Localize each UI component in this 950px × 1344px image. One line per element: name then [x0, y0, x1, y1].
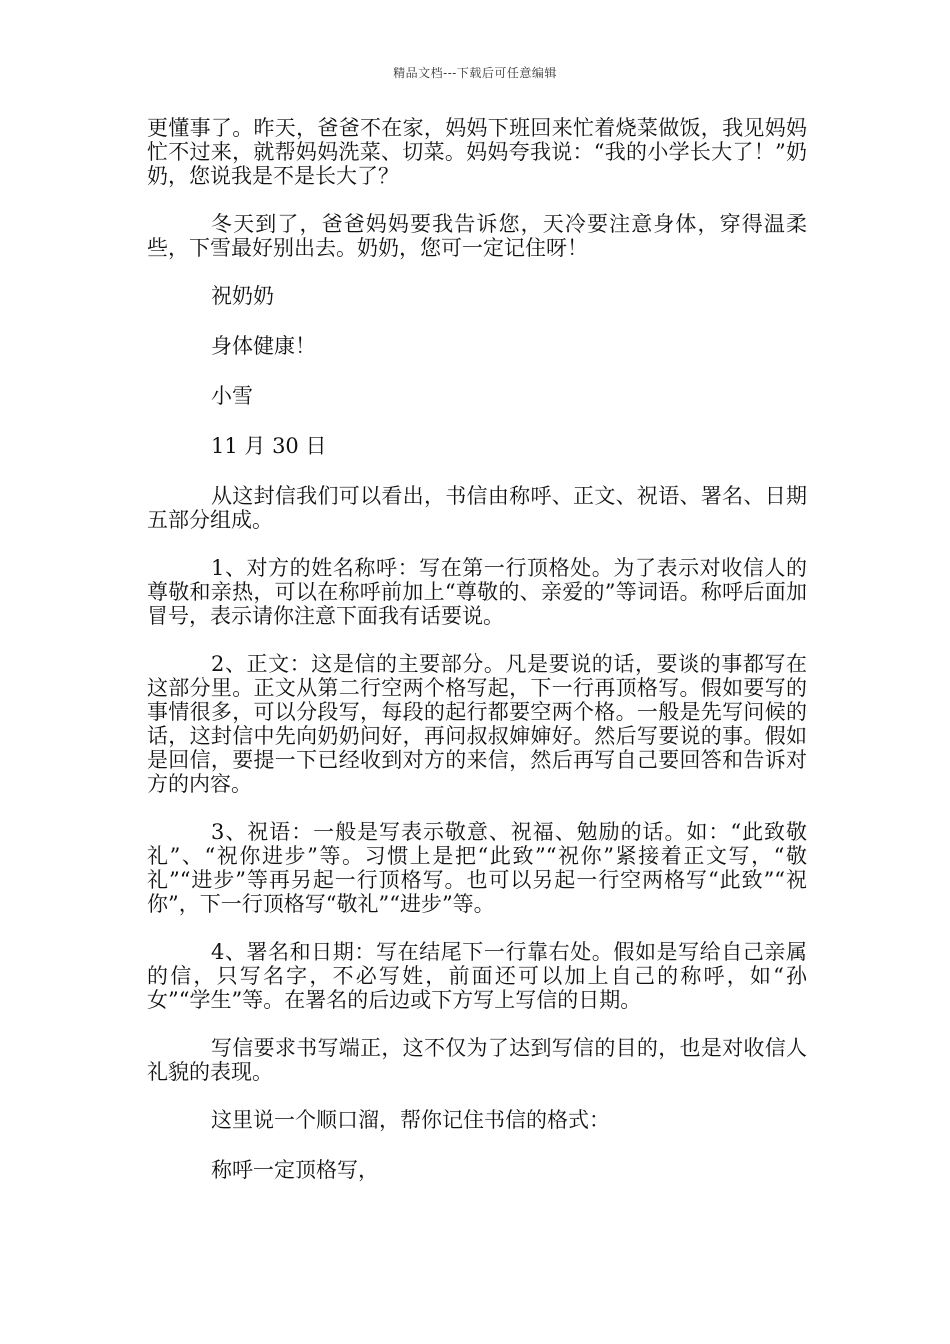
document-body [147, 116, 807, 1208]
letter-date: 11 月 30 日 [211, 434, 327, 458]
guide-closing-paragraph: 写信要求书写端正，这不仅为了达到写信的目的，也是对收信人礼貌的表现。 [147, 1036, 807, 1084]
guide-point-3: 3、祝语：一般是写表示敬意、祝福、勉励的话。如：“此致敬礼”、“祝你进步”等。习惯上是把“此致”“祝你”紧接着正文写，“敬礼”“进步”等再另起一行顶格写。也可以另起一行空两格写“此致”“祝你”，下一行顶格写“敬礼”“进步”等。 [147, 820, 807, 916]
rhyme-intro: 这里说一个顺口溜，帮你记住书信的格式： [211, 1108, 610, 1132]
rhyme-line-1: 称呼一定顶格写， [211, 1158, 379, 1182]
page-header: 精品文档---下载后可任意编辑 [393, 66, 557, 80]
guide-point-1: 1、对方的姓名称呼：写在第一行顶格处。为了表示对收信人的尊敬和亲热，可以在称呼前加上“尊敬的、亲爱的”等词语。称呼后面加冒号，表示请你注意下面我有话要说。 [147, 556, 807, 628]
letter-wish-line-2: 身体健康！ [211, 334, 316, 358]
guide-intro-paragraph: 从这封信我们可以看出，书信由称呼、正文、祝语、署名、日期五部分组成。 [147, 484, 807, 532]
letter-continuation-paragraph: 更懂事了。昨天，爸爸不在家，妈妈下班回来忙着烧菜做饭，我见妈妈忙不过来，就帮妈妈洗菜、切菜。妈妈夸我说：“我的小学长大了！”奶奶，您说我是不是长大了？ [147, 116, 807, 188]
letter-signature: 小雪 [211, 384, 253, 408]
letter-wish-line-1: 祝奶奶 [211, 284, 274, 308]
guide-point-4: 4、署名和日期：写在结尾下一行靠右处。假如是写给自己亲属的信，只写名字，不必写姓，前面还可以加上自己的称呼，如“孙女”“学生”等。在署名的后边或下方写上写信的日期。 [147, 940, 807, 1012]
letter-winter-paragraph: 冬天到了，爸爸妈妈要我告诉您，天冷要注意身体，穿得温柔些，下雪最好别出去。奶奶，您可一定记住呀！ [147, 212, 807, 260]
guide-point-2: 2、正文：这是信的主要部分。凡是要说的话，要谈的事都写在这部分里。正文从第二行空两个格写起，下一行再顶格写。假如要写的事情很多，可以分段写，每段的起行都要空两个格。一般是先写问候的话，这封信中先向奶奶问好，再问叔叔婶婶好。然后写要说的事。假如是回信，要提一下已经收到对方的来信，然后再写自己要回答和告诉对方的内容。 [147, 652, 807, 796]
